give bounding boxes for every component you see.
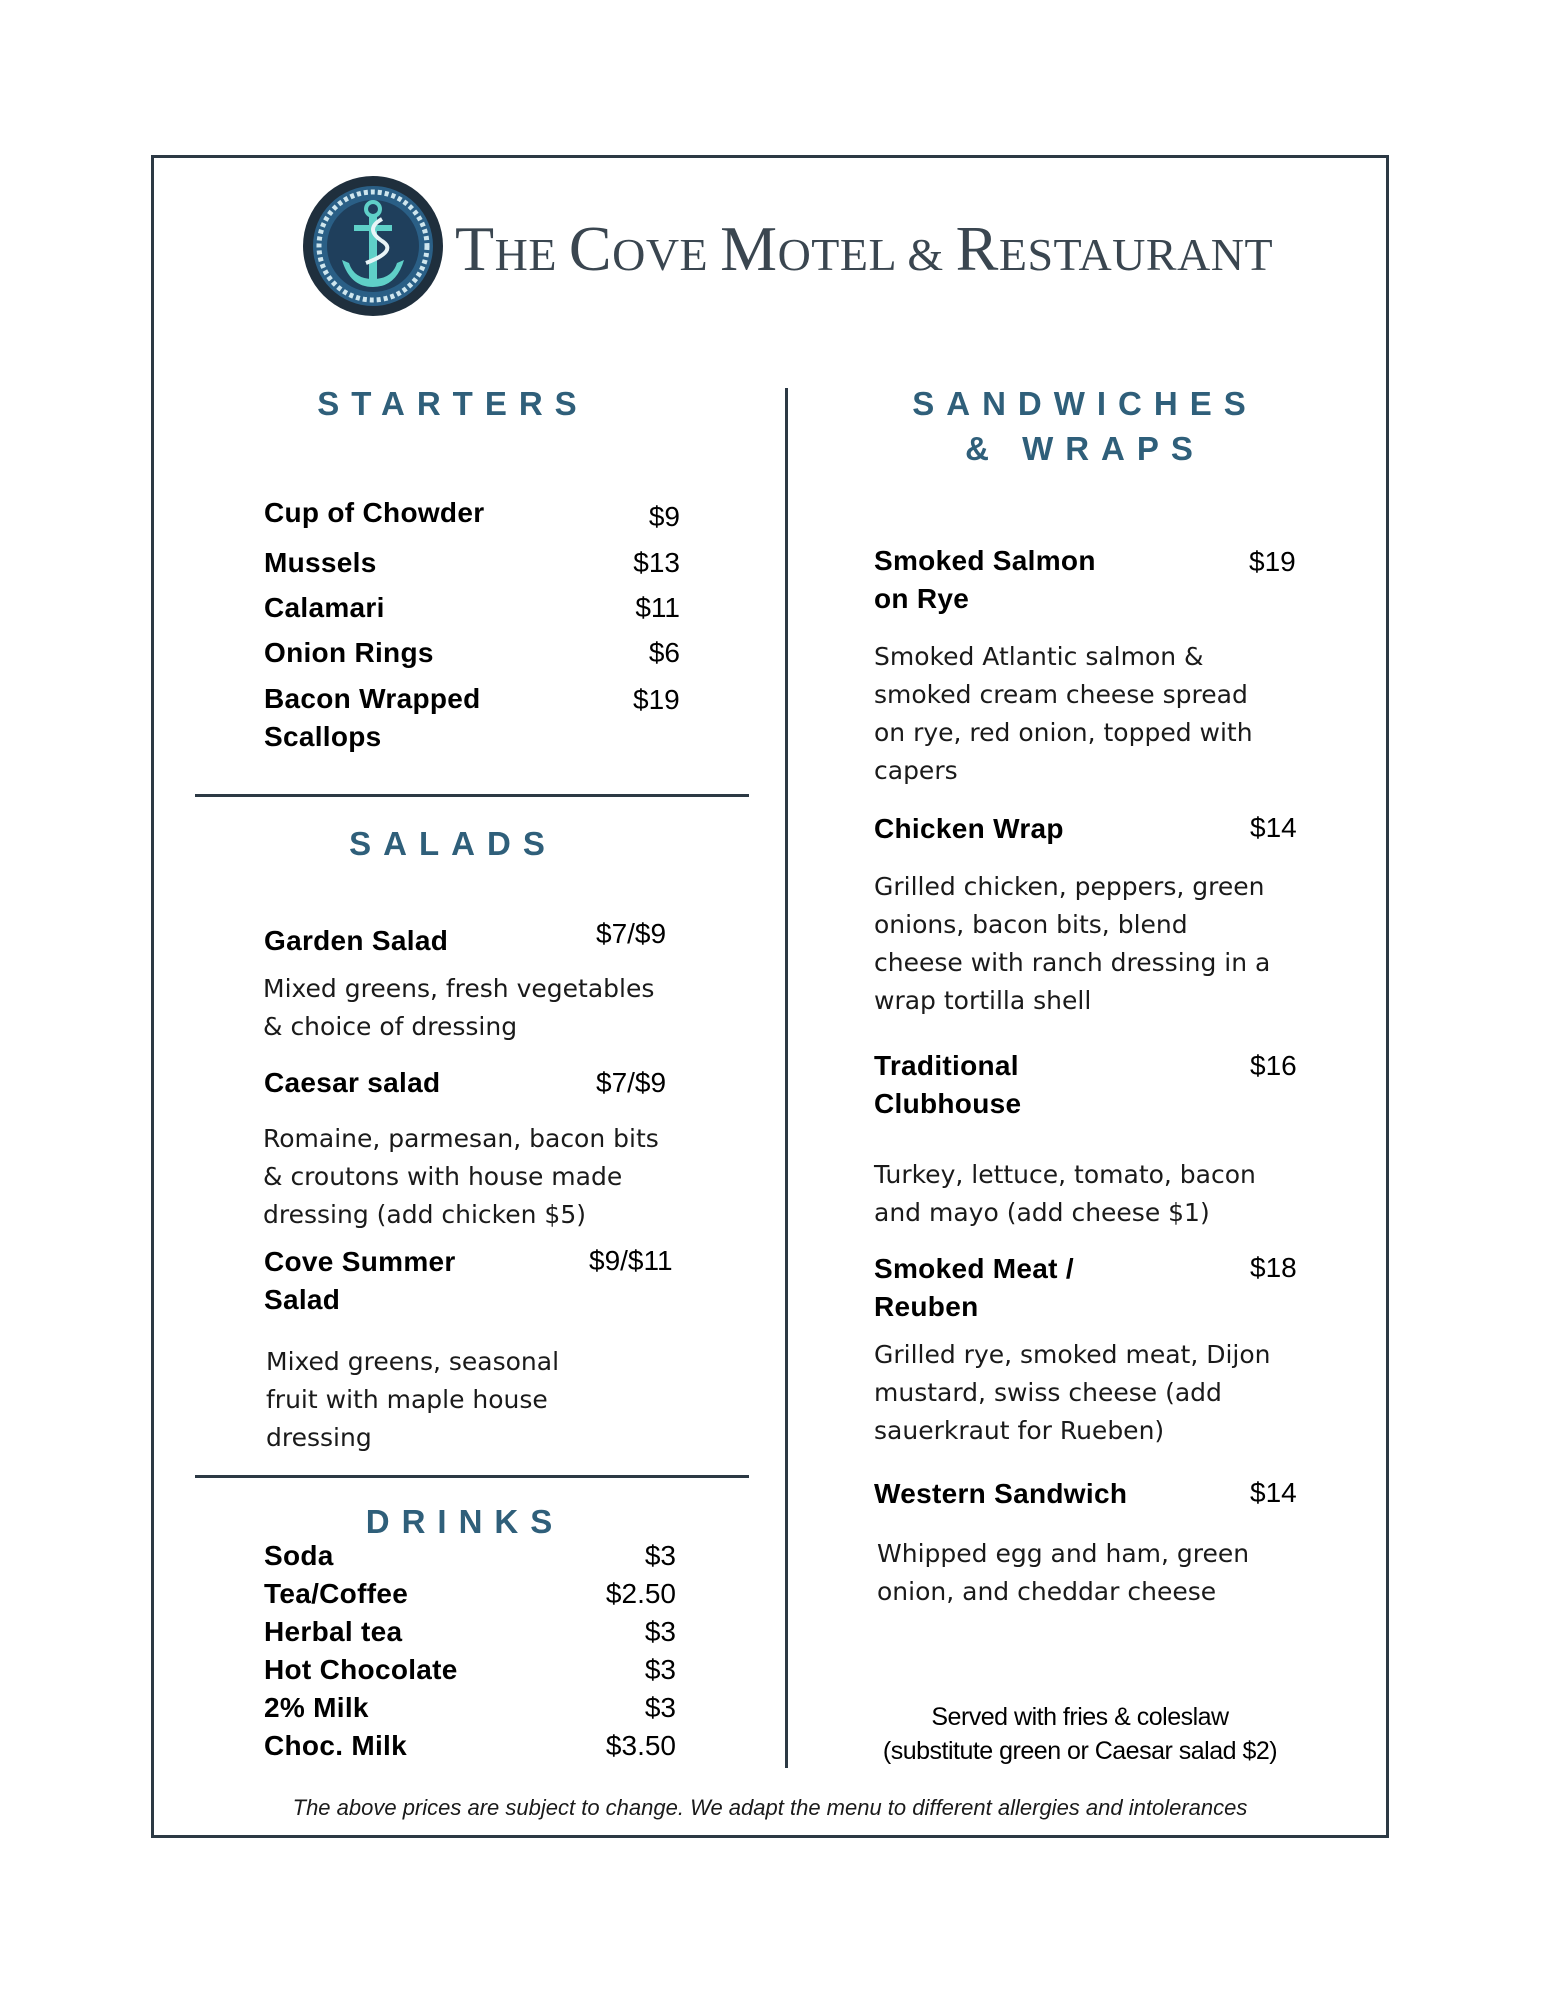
footer-disclaimer: The above prices are subject to change. We adapt the menu to different allergies and intolerances xyxy=(292,1795,1248,1820)
item-name: Cove Summer Salad xyxy=(264,1246,456,1315)
section-divider xyxy=(195,794,749,797)
starters-heading: STARTERS xyxy=(317,385,589,422)
item-name: Chicken Wrap xyxy=(874,813,1064,844)
item-name: Cup of Chowder xyxy=(264,497,485,528)
item-description: Romaine, parmesan, bacon bits & croutons with house made dressing (add chicken $5) xyxy=(263,1124,659,1229)
item-price: $14 xyxy=(1250,812,1297,843)
item-name: Calamari xyxy=(264,592,385,623)
item-name: Choc. Milk xyxy=(264,1730,408,1761)
item-price: $7/$9 xyxy=(596,918,667,949)
salads-heading: SALADS xyxy=(349,825,557,862)
drink-row xyxy=(264,1540,676,1580)
starter-row xyxy=(264,592,684,632)
item-price: $18 xyxy=(1250,1252,1297,1283)
item-price: $19 xyxy=(1249,546,1296,577)
item-description: Mixed greens, seasonal fruit with maple house dressing xyxy=(266,1347,560,1452)
item-price: $7/$9 xyxy=(596,1067,667,1098)
drinks-heading: DRINKS xyxy=(365,1503,565,1540)
item-description: Turkey, lettuce, tomato, bacon and mayo (add cheese $1) xyxy=(874,1160,1256,1227)
item-description: Smoked Atlantic salmon & smoked cream cheese spread on rye, red onion, topped with capers xyxy=(874,642,1253,785)
item-price: $3 xyxy=(644,1616,676,1647)
starter-row xyxy=(264,547,684,587)
column-divider xyxy=(785,388,788,1768)
item-price: $2.50 xyxy=(605,1578,676,1609)
drink-row xyxy=(264,1654,676,1694)
sandwiches-heading: SANDWICHES xyxy=(912,385,1258,422)
item-description: Grilled rye, smoked meat, Dijon mustard, swiss cheese (add sauerkraut for Rueben) xyxy=(874,1340,1271,1445)
drink-row xyxy=(264,1616,676,1656)
drink-row xyxy=(264,1730,676,1770)
restaurant-name: THE COVE MOTEL & RESTAURANT xyxy=(455,213,1274,284)
item-price: $6 xyxy=(648,637,680,668)
wraps-heading: & WRAPS xyxy=(965,430,1205,467)
sandwich-note xyxy=(840,1700,1320,1768)
item-name: Mussels xyxy=(264,547,377,578)
item-name: Soda xyxy=(264,1540,334,1571)
item-name: Traditional Clubhouse xyxy=(874,1050,1022,1119)
item-description: Whipped egg and ham, green onion, and cheddar cheese xyxy=(877,1539,1250,1606)
item-price: $9 xyxy=(648,501,680,532)
anchor-logo-icon xyxy=(302,175,444,317)
item-name: Tea/Coffee xyxy=(264,1578,409,1609)
item-name: Smoked Salmon on Rye xyxy=(874,545,1096,614)
item-name: Herbal tea xyxy=(264,1616,403,1647)
starter-row xyxy=(264,637,684,677)
item-name: Hot Chocolate xyxy=(264,1654,458,1685)
item-price: $14 xyxy=(1250,1477,1297,1508)
sandwich-note-line: (substitute green or Caesar salad $2) xyxy=(882,1737,1278,1765)
item-description: Mixed greens, fresh vegetables & choice of dressing xyxy=(263,974,655,1041)
item-price: $9/$11 xyxy=(589,1245,673,1276)
item-name: Caesar salad xyxy=(264,1067,441,1098)
item-price: $3.50 xyxy=(605,1730,676,1761)
starter-row xyxy=(264,497,684,537)
item-price: $11 xyxy=(635,592,680,623)
item-price: $16 xyxy=(1250,1050,1297,1081)
item-name: Western Sandwich xyxy=(874,1478,1128,1509)
item-price: $19 xyxy=(633,684,680,715)
item-description: Grilled chicken, peppers, green onions, bacon bits, blend cheese with ranch dressing in a wrap tortilla shell xyxy=(874,872,1271,1015)
item-name: Smoked Meat / Reuben xyxy=(874,1253,1074,1322)
item-name: 2% Milk xyxy=(264,1692,369,1723)
item-name: Bacon Wrapped Scallops xyxy=(264,683,481,752)
item-name: Onion Rings xyxy=(264,637,434,668)
drink-row xyxy=(264,1692,676,1732)
drink-row xyxy=(264,1578,676,1618)
item-price: $13 xyxy=(633,547,680,578)
item-price: $3 xyxy=(644,1692,676,1723)
section-divider xyxy=(195,1475,749,1478)
item-name: Garden Salad xyxy=(264,925,449,956)
item-price: $3 xyxy=(644,1654,676,1685)
sandwich-note-line: Served with fries & coleslaw xyxy=(931,1703,1229,1731)
item-price: $3 xyxy=(644,1540,676,1571)
